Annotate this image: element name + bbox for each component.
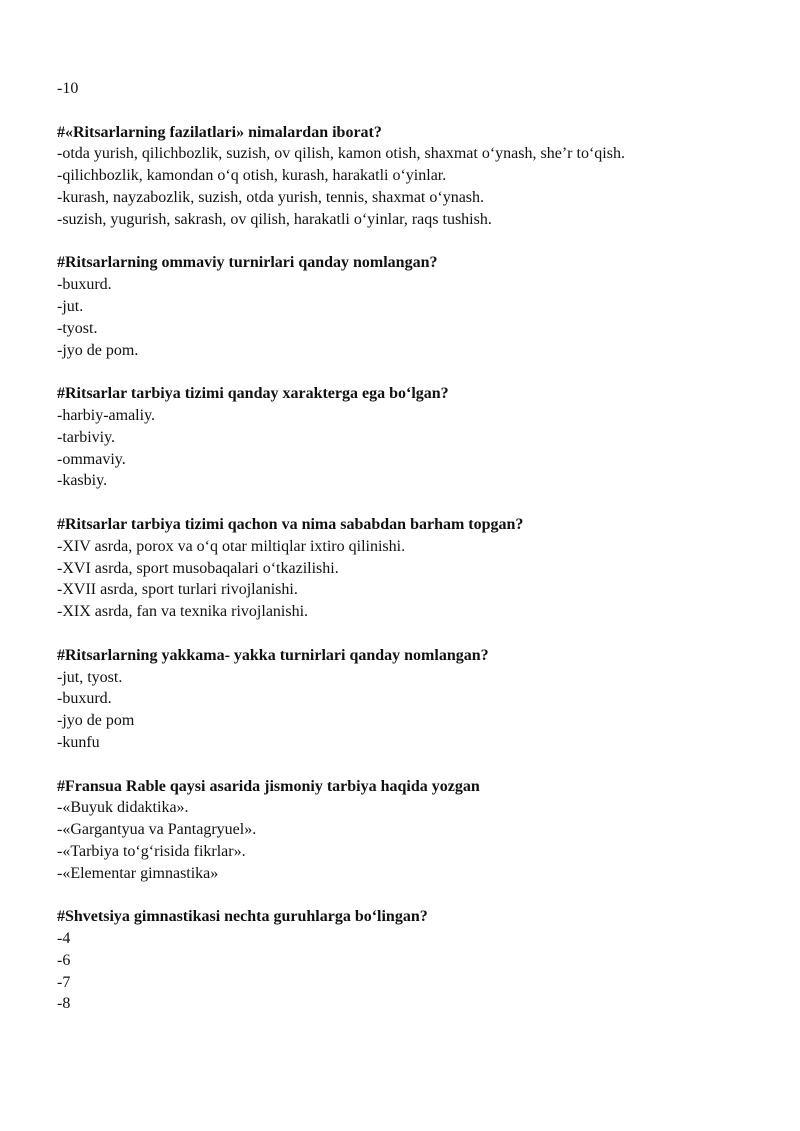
answer-option: -jyo de pom.	[57, 341, 139, 359]
answer-option: -tarbiviy.	[57, 428, 116, 446]
document-page	[57, 78, 727, 1015]
answer-option: -«Gargantyua va Pantagryuel».	[57, 821, 257, 839]
answer-option: -XIX asrda, fan va texnika rivojlanishi.	[57, 603, 309, 621]
answer-option: -XIV asrda, porox va o‘q otar miltiqlar ixtiro qilinishi.	[57, 537, 406, 555]
answer-option: -7	[57, 973, 71, 991]
spacer	[57, 623, 727, 645]
answer-option: -qilichbozlik, kamondan o‘q otish, kurash, harakatli o‘yinlar.	[57, 167, 447, 185]
question-text: #«Ritsarlarning fazilatlari» nimalardan iborat?	[57, 123, 382, 141]
spacer	[57, 754, 727, 776]
spacer	[57, 361, 727, 383]
question-block	[57, 383, 727, 492]
intro-line: -10	[57, 80, 79, 97]
answer-option: -6	[57, 951, 71, 969]
answer-option: -tyost.	[57, 319, 98, 337]
question-text: #Ritsarlar tarbiya tizimi qachon va nima sababdan barham topgan?	[57, 515, 524, 533]
spacer	[57, 884, 727, 906]
answer-option: -«Tarbiya to‘g‘risida fikrlar».	[57, 842, 246, 860]
question-text: #Fransua Rable qaysi asarida jismoniy tarbiya haqida yozgan	[57, 777, 480, 795]
answer-option: -buxurd.	[57, 276, 112, 294]
answer-option: -jyo de pom	[57, 712, 135, 730]
question-block	[57, 252, 727, 361]
question-block	[57, 122, 727, 231]
spacer	[57, 231, 727, 253]
answer-option: -ommaviy.	[57, 450, 126, 468]
answer-option: -4	[57, 930, 71, 948]
question-text: #Ritsarlarning ommaviy turnirlari qanday nomlangan?	[57, 254, 438, 272]
answer-option: -«Buyuk didaktika».	[57, 799, 189, 817]
answer-option: -8	[57, 995, 71, 1013]
answer-option: -«Elementar gimnastika»	[57, 864, 219, 882]
answer-option: -suzish, yugurish, sakrash, ov qilish, harakatli o‘yinlar, raqs tushish.	[57, 210, 492, 228]
answer-option: -harbiy-amaliy.	[57, 406, 156, 424]
answer-option: -kasbiy.	[57, 472, 108, 490]
answer-option: -buxurd.	[57, 690, 112, 708]
question-text: #Ritsarlarning yakkama- yakka turnirlari qanday nomlangan?	[57, 646, 489, 664]
spacer	[57, 492, 727, 514]
question-block	[57, 906, 727, 1015]
answer-option: -XVII asrda, sport turlari rivojlanishi.	[57, 581, 298, 599]
question-block	[57, 514, 727, 623]
answer-option: -otda yurish, qilichbozlik, suzish, ov qilish, kamon otish, shaxmat o‘ynash, she’r to‘qish.	[57, 145, 625, 163]
answer-option: -jut, tyost.	[57, 668, 123, 686]
spacer	[57, 100, 727, 122]
question-text: #Shvetsiya gimnastikasi nechta guruhlarga bo‘lingan?	[57, 908, 428, 926]
question-text: #Ritsarlar tarbiya tizimi qanday xarakterga ega bo‘lgan?	[57, 385, 449, 403]
answer-option: -jut.	[57, 297, 84, 315]
answer-option: -kurash, nayzabozlik, suzish, otda yurish, tennis, shaxmat o‘ynash.	[57, 188, 485, 206]
answer-option: -XVI asrda, sport musobaqalari o‘tkazilishi.	[57, 559, 339, 577]
answer-option: -kunfu	[57, 733, 100, 751]
question-block	[57, 776, 727, 885]
question-block	[57, 645, 727, 754]
